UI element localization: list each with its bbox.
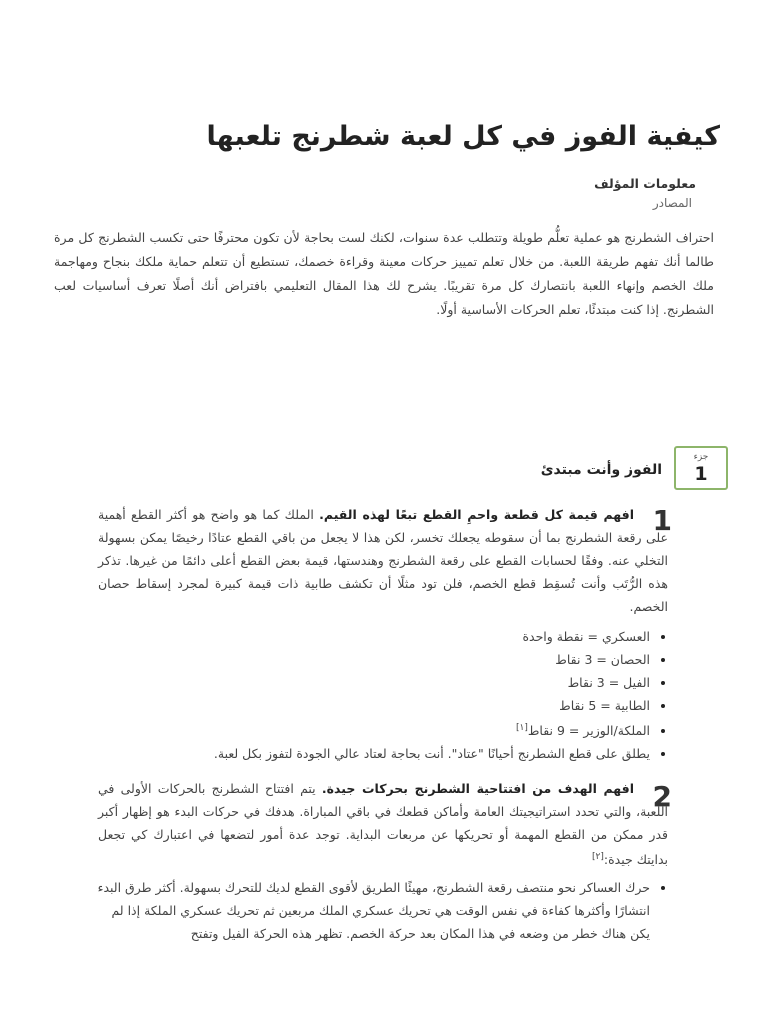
article-title: كيفية الفوز في كل لعبة شطرنج تلعبها: [206, 121, 720, 152]
step-body: الملك كما هو واضح هو أكثر القطع أهمية على رقعة الشطرنج بما أن سقوطه يجعلك تخسر، لكن هذا لا يجعل من باقي القطع عتادًا رخيصًا يمكن بسهولة التخلي عنه. وفقًا لحسابات القطع على رقعة الشطرنج وهندستها، قيمة بعض القطع أعلى دائمًا من غيرها. تذكر هذه الرُّتَب وأنت تُسقِط قطع الخصم، فلن تود مثلًا أن تكشف طابية ذات قيمة كبيرة لمجرد إسقاط حصان الخصم.: [98, 507, 668, 614]
list-item: • الحصان = 3 نقاط: [90, 648, 650, 671]
part-title: الفوز وأنت مبتدئ: [540, 462, 662, 478]
author-info-link[interactable]: معلومات المؤلف: [594, 176, 696, 191]
step-bullet-list: [90, 876, 668, 945]
part-badge: [674, 446, 728, 490]
step-number: 2: [652, 780, 672, 813]
step-text: [98, 503, 668, 618]
reference-link[interactable]: [٢]: [592, 852, 604, 862]
sources-link[interactable]: المصادر: [652, 196, 692, 210]
list-item: • الطابية = 5 نقاط: [90, 694, 650, 717]
list-item: • الفيل = 3 نقاط: [90, 671, 650, 694]
reference-link[interactable]: [١]: [515, 723, 528, 733]
step-text: [98, 777, 668, 871]
list-item: • حرك العساكر نحو منتصف رقعة الشطرنج، مهيئًا الطريق لأقوى القطع لديك للتحرك بسهولة. أكثر طرق البدء انتشارًا وأكثرها كفاءة في نفس الوقت هي تحريك عسكري الملك مربعين ثم تحريك عسكري الملكة إذا لم يكن هناك خطر من وضعه في هذا المكان بعد حركة الخصم. تظهر هذه الحركة الفيل وتفتح: [90, 876, 650, 945]
list-item: [90, 717, 650, 742]
list-item: • يطلق على قطع الشطرنج أحيانًا "عتاد". أنت بحاجة لعتاد عالي الجودة لتفوز بكل لعبة.: [90, 742, 650, 765]
step-bullet-list: [90, 625, 668, 765]
step-heading: افهم الهدف من افتتاحية الشطرنج بحركات جيدة.: [321, 781, 635, 796]
part-number: 1: [694, 463, 708, 485]
step-body: يتم افتتاح الشطرنج بالحركات الأولى في اللعبة، والتي تحدد استراتيجيتك العامة وأماكن قطعك في باقي المباراة. هدفك في حركات البدء هو إظهار أكبر قدر ممكن من القطع المهمة أو تحريكها عن مربعات البداية. توجد عدة أمور لتضعها في اعتبارك كي تجعل بدايتك جيدة:: [98, 781, 668, 868]
list-item-text: الملكة/الوزير = 9 نقاط: [527, 723, 650, 739]
list-item: • العسكري = نقطة واحدة: [90, 625, 650, 648]
part-label: جزء: [693, 452, 709, 462]
intro-paragraph: احتراف الشطرنج هو عملية تعلُّم طويلة وتتطلب عدة سنوات، لكنك لست بحاجة لأن تكون محترفًا حتى تكسب الشطرنج كل مرة طالما أنك تفهم طريقة اللعبة. من خلال تعلم تمييز حركات معينة وقراءة خصمك، تستطيع أن تتعلم حماية ملكك بنجاح ومهاجمة ملك الخصم وإنهاء اللعبة بانتصارك كل مرة تقريبًا. يشرح لك هذا المقال التعليمي بافتراض أنك أصلًا تعرف أساسيات لعب الشطرنج. إذا كنت مبتدئًا، تعلم الحركات الأساسية أولًا.: [54, 230, 714, 317]
step-heading: افهم قيمة كل قطعة واحمِ القطع تبعًا لهذه القيم.: [319, 507, 634, 522]
step-number: 1: [652, 504, 672, 537]
